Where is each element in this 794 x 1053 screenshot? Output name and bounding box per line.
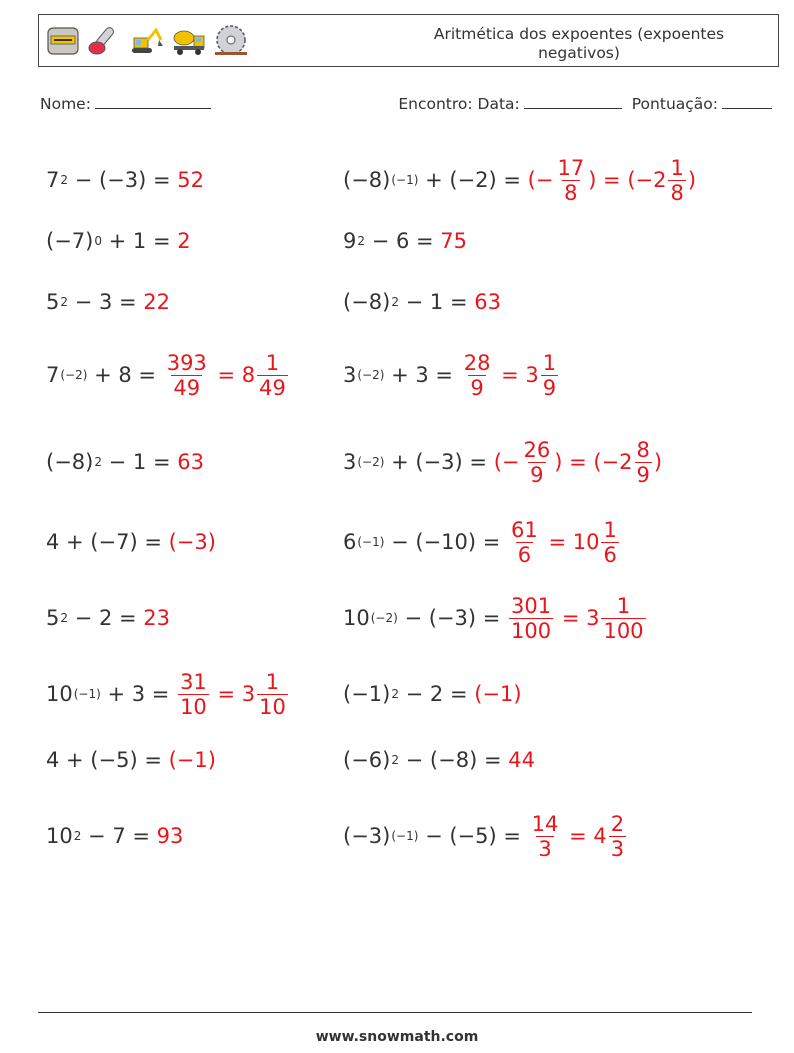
- problem-8: [343, 345, 560, 405]
- fraction-numerator: 1: [265, 669, 280, 694]
- exponent: (−2): [370, 611, 398, 625]
- saw-blade-icon: [213, 22, 249, 58]
- answer-text: = 10: [541, 530, 600, 554]
- answer-fraction: [530, 812, 561, 861]
- answer-text: 44: [508, 748, 535, 772]
- fraction-numerator: 1: [616, 593, 631, 618]
- answer-text: = 3: [494, 363, 539, 387]
- problem-18: [343, 730, 535, 790]
- expression-text: + 8 =: [87, 363, 163, 387]
- fraction-numerator: 1: [603, 517, 617, 542]
- fraction-numerator: 393: [166, 350, 207, 375]
- exponent: (−2): [357, 455, 385, 469]
- fraction-denominator: 8: [564, 180, 578, 205]
- exponent: (−1): [391, 173, 419, 187]
- fraction-denominator: 6: [517, 542, 532, 567]
- fraction-denominator: 3: [538, 836, 552, 861]
- expression-text: 7: [46, 363, 60, 387]
- problem-20: [343, 806, 628, 866]
- fraction-numerator: 1: [670, 155, 684, 180]
- expression-text: + 3 =: [384, 363, 460, 387]
- problem-13: [46, 588, 170, 648]
- expression-text: 9: [343, 229, 357, 253]
- exponent: 2: [391, 753, 399, 767]
- exponent: (−2): [357, 368, 385, 382]
- fraction-numerator: 61: [511, 517, 538, 542]
- fraction-denominator: 10: [259, 694, 286, 719]
- expression-text: (−1): [343, 682, 391, 706]
- expression-text: 10: [46, 682, 73, 706]
- expression-text: + (−3) =: [384, 450, 494, 474]
- problem-3: [46, 211, 191, 271]
- answer-fraction: [257, 351, 288, 400]
- answer-text: (−1): [474, 682, 522, 706]
- answer-text: ): [653, 450, 663, 474]
- expression-text: − 6 =: [365, 229, 441, 253]
- answer-fraction: [609, 812, 626, 861]
- expression-text: − (−8) =: [398, 748, 509, 772]
- expression-text: − 2 =: [68, 606, 144, 630]
- answer-text: ) = (−2: [554, 450, 633, 474]
- problem-12: [343, 512, 621, 572]
- fraction-denominator: 49: [173, 375, 201, 400]
- answer-text: = 8: [210, 363, 256, 387]
- fraction-denominator: 9: [470, 375, 484, 400]
- exponent: (−2): [60, 368, 88, 382]
- exponent: 2: [357, 234, 366, 248]
- expression-text: − 7 =: [81, 824, 157, 848]
- answer-text: (−: [527, 168, 554, 192]
- expression-text: − (−5) =: [418, 824, 528, 848]
- exponent: 2: [391, 295, 399, 309]
- name-blank[interactable]: [95, 94, 211, 109]
- fraction-numerator: 31: [180, 669, 207, 694]
- date-blank[interactable]: [524, 94, 622, 109]
- fraction-denominator: 10: [180, 694, 207, 719]
- exponent: (−1): [73, 687, 101, 701]
- expression-text: − (−3) =: [68, 168, 178, 192]
- answer-text: 23: [143, 606, 171, 630]
- fraction-denominator: 8: [670, 180, 684, 205]
- answer-text: 2: [177, 229, 191, 253]
- problem-11: [46, 512, 216, 572]
- answer-fraction: [541, 351, 558, 400]
- expression-text: 10: [343, 606, 370, 630]
- answer-text: 93: [156, 824, 184, 848]
- answer-fraction: [509, 594, 553, 643]
- answer-fraction: [178, 670, 209, 719]
- expression-text: (−3): [343, 824, 391, 848]
- expression-text: − (−3) =: [397, 606, 508, 630]
- expression-text: − 1 =: [398, 290, 475, 314]
- problem-17: [46, 730, 216, 790]
- expression-text: 10: [46, 824, 73, 848]
- name-field: [40, 94, 211, 113]
- answer-text: 52: [177, 168, 204, 192]
- fraction-denominator: 9: [542, 375, 557, 400]
- exponent: 2: [391, 687, 399, 701]
- problem-15: [46, 664, 290, 724]
- meta-field: [398, 94, 772, 113]
- answer-text: (−: [493, 450, 520, 474]
- score-label: Pontuação:: [631, 95, 718, 113]
- footer-url: www.snowmath.com: [315, 1029, 479, 1045]
- exponent: 2: [60, 295, 69, 309]
- expression-text: − 1 =: [101, 450, 178, 474]
- expression-text: 4 + (−7) =: [46, 530, 169, 554]
- expression-text: 5: [46, 290, 60, 314]
- expression-text: − 3 =: [68, 290, 144, 314]
- expression-text: 6: [343, 530, 357, 554]
- expression-text: 5: [46, 606, 60, 630]
- exponent: 0: [94, 234, 102, 248]
- fraction-denominator: 9: [636, 462, 650, 487]
- answer-fraction: [165, 351, 209, 400]
- expression-text: + (−2) =: [418, 168, 528, 192]
- meeting-date-label: Encontro: Data:: [398, 95, 520, 113]
- header-box: [38, 14, 779, 67]
- problem-19: [46, 806, 183, 866]
- fraction-denominator: 49: [259, 375, 286, 400]
- answer-text: 63: [474, 290, 501, 314]
- fraction-numerator: 8: [636, 437, 650, 462]
- expression-text: (−6): [343, 748, 391, 772]
- exponent: (−1): [357, 535, 385, 549]
- fraction-numerator: 1: [265, 350, 280, 375]
- answer-fraction: [257, 670, 288, 719]
- answer-fraction: [555, 156, 586, 205]
- exponent: (−1): [391, 829, 419, 843]
- expression-text: + 3 =: [100, 682, 177, 706]
- fraction-denominator: 3: [610, 836, 625, 861]
- answer-text: = 3: [210, 682, 256, 706]
- score-blank[interactable]: [722, 94, 772, 109]
- fraction-denominator: 9: [530, 462, 544, 487]
- expression-text: (−8): [343, 168, 391, 192]
- exponent: 2: [73, 829, 82, 843]
- expression-text: 3: [343, 450, 357, 474]
- fraction-denominator: 100: [603, 618, 644, 643]
- answer-fraction: [462, 351, 493, 400]
- answer-text: 63: [177, 450, 204, 474]
- expression-text: 3: [343, 363, 357, 387]
- fraction-numerator: 14: [531, 811, 559, 836]
- answer-text: (−1): [168, 748, 216, 772]
- exponent: 2: [60, 173, 69, 187]
- concrete-mixer-truck-icon: [171, 22, 207, 58]
- fraction-denominator: 6: [603, 542, 617, 567]
- answer-fraction: [668, 156, 685, 205]
- expression-text: − (−10) =: [384, 530, 508, 554]
- expression-text: (−8): [343, 290, 391, 314]
- expression-text: 4 + (−5) =: [46, 748, 169, 772]
- problem-5: [46, 272, 170, 332]
- name-label: Nome:: [40, 95, 91, 113]
- exponent: 2: [60, 611, 69, 625]
- fraction-numerator: 301: [511, 593, 552, 618]
- fraction-numerator: 1: [542, 350, 557, 375]
- problem-2: [343, 150, 696, 210]
- fraction-numerator: 28: [463, 350, 491, 375]
- answer-text: (−3): [168, 530, 216, 554]
- expression-text: + 1 =: [101, 229, 178, 253]
- problem-14: [343, 588, 648, 648]
- expression-text: (−7): [46, 229, 94, 253]
- footer-divider: [38, 1012, 752, 1013]
- fraction-numerator: 2: [610, 811, 625, 836]
- cement-bag-icon: [45, 22, 81, 58]
- header-icons: [45, 22, 249, 58]
- exponent: 2: [94, 455, 102, 469]
- answer-fraction: [601, 518, 618, 567]
- expression-text: (−8): [46, 450, 94, 474]
- excavator-icon: [129, 22, 165, 58]
- page-title: Aritmética dos expoentes (expoentes negativos): [433, 25, 725, 62]
- expression-text: − 2 =: [398, 682, 475, 706]
- problem-6: [343, 272, 501, 332]
- chainsaw-icon: [87, 22, 123, 58]
- answer-text: 22: [143, 290, 171, 314]
- answer-text: ) = (−2: [588, 168, 667, 192]
- problem-7: [46, 345, 290, 405]
- problem-4: [343, 211, 467, 271]
- fraction-denominator: 100: [511, 618, 552, 643]
- answer-text: = 4: [562, 824, 607, 848]
- fraction-numerator: 17: [557, 155, 585, 180]
- problem-10: [343, 432, 662, 492]
- fraction-numerator: 26: [523, 437, 551, 462]
- expression-text: 7: [46, 168, 60, 192]
- answer-fraction: [509, 518, 540, 567]
- problem-1: [46, 150, 204, 210]
- answer-fraction: [635, 438, 652, 487]
- problem-9: [46, 432, 204, 492]
- problem-16: [343, 664, 522, 724]
- answer-fraction: [521, 438, 552, 487]
- answer-text: 75: [440, 229, 468, 253]
- answer-text: = 3: [555, 606, 600, 630]
- answer-text: ): [687, 168, 697, 192]
- answer-fraction: [601, 594, 645, 643]
